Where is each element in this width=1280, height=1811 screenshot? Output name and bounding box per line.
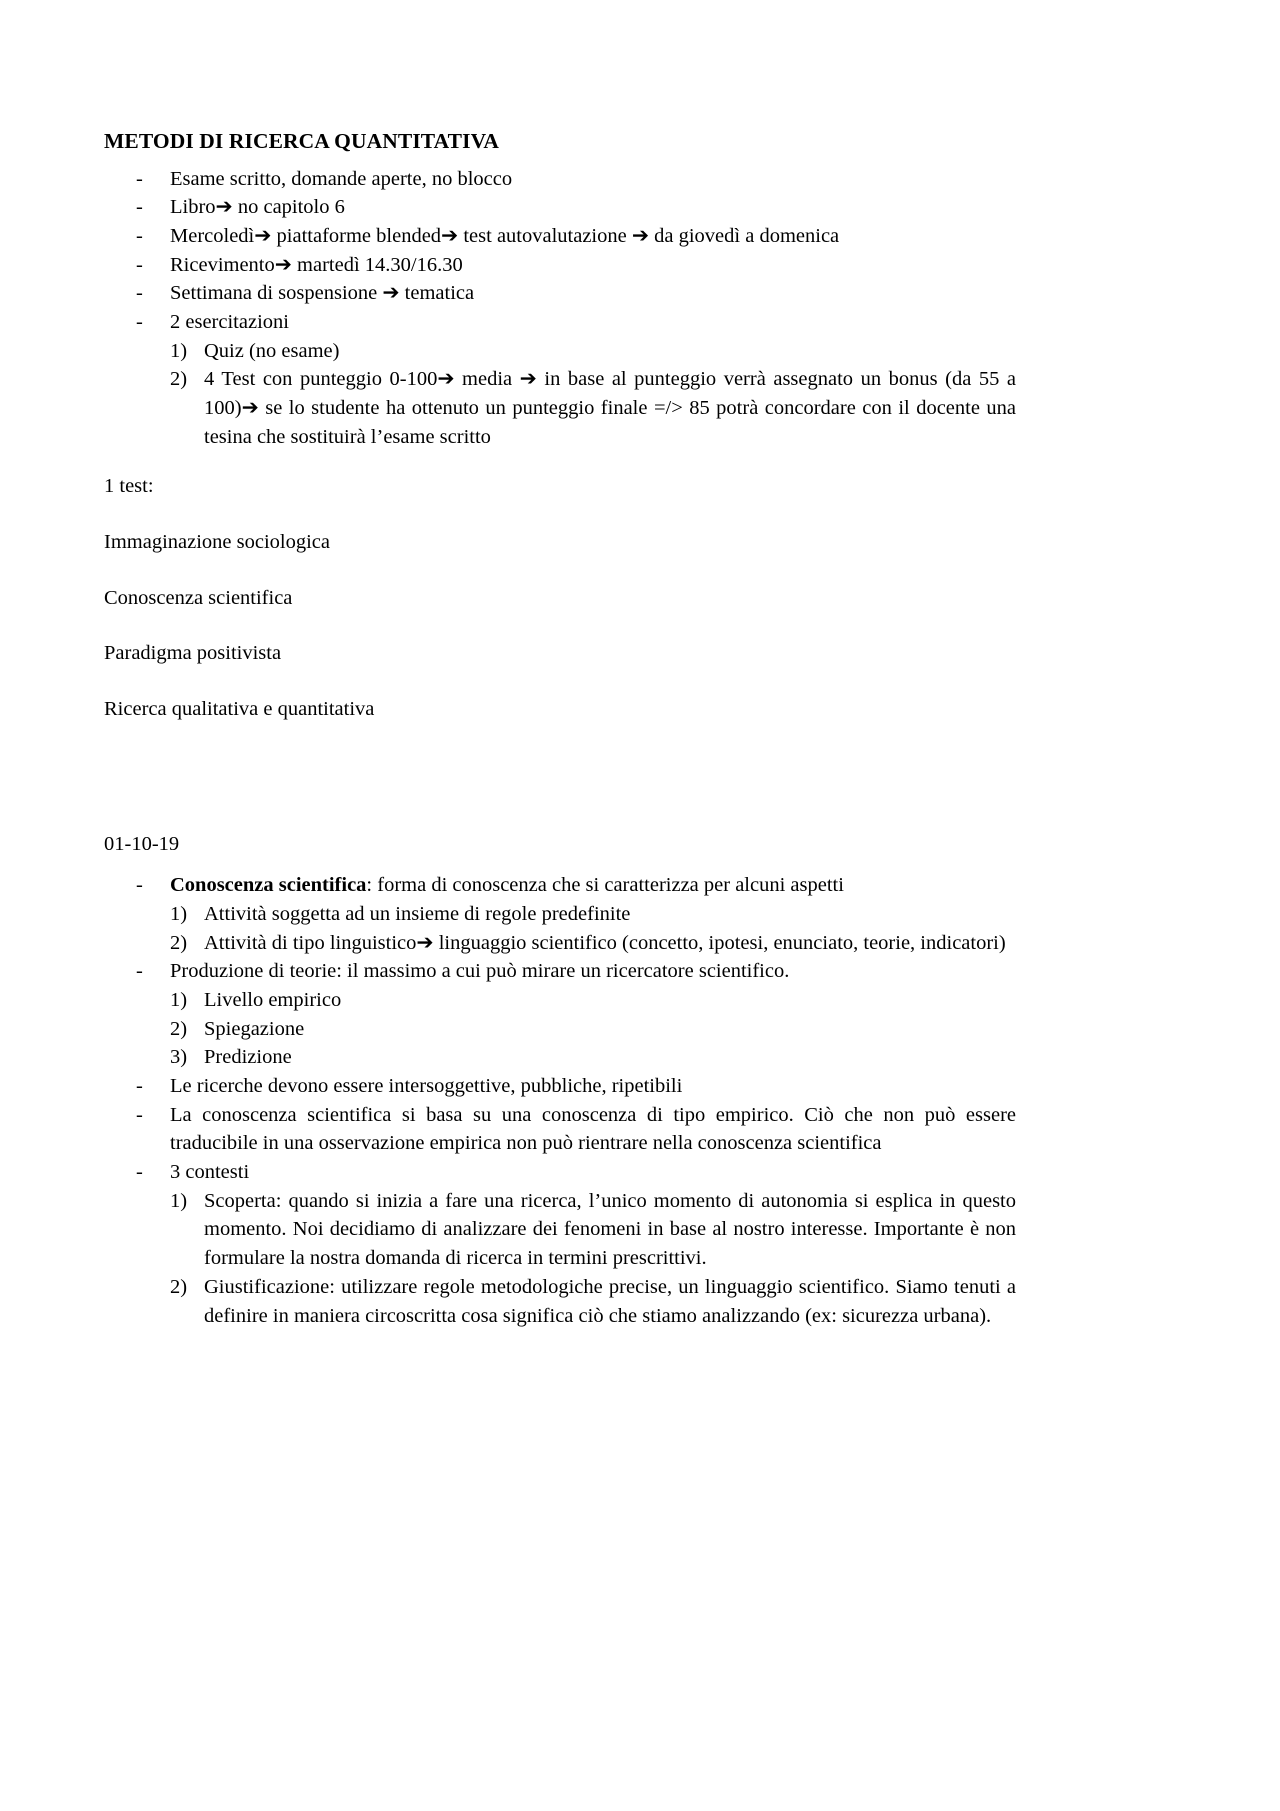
list-item-label: Spiegazione: [204, 1017, 305, 1040]
term-definition: : forma di conoscenza che si caratterizza per alcuni aspetti: [366, 874, 844, 897]
list-item-label: - Settimana di sospensione ➔ tematica: [170, 282, 475, 305]
list-item-label: - Mercoledì➔ piattaforme blended➔ test autovalutazione ➔ da giovedì a domenica: [170, 224, 840, 247]
list-item: [104, 986, 1016, 1015]
lecture-notes-list-cont: [104, 1072, 1016, 1187]
list-item-label: Scoperta: quando si inizia a fare una ricerca, l’unico momento di autonomia si esplica in questo momento. Noi decidiamo di analizzare dei fenomeni in base al nostro interesse. Importante è non formulare la nostra domanda di ricerca in termini prescrittivi.: [204, 1189, 1016, 1270]
list-marker: 1): [170, 1189, 188, 1212]
list-item-label: Giustificazione: utilizzare regole metodologiche precise, un linguaggio scientifico. Siamo tenuti a definire in maniera circoscritta cosa significa ciò che stiamo analizzando (ex: sicurezza urbana).: [204, 1275, 1016, 1327]
topic-item: Immaginazione sociologica: [104, 531, 330, 554]
list-item-label: - 3 contesti: [170, 1161, 250, 1184]
list-item-label: - Libro➔ no capitolo 6: [170, 196, 345, 219]
list-item-label: - Ricevimento➔ martedì 14.30/16.30: [170, 253, 463, 276]
list-item-label: Livello empirico: [204, 988, 342, 1011]
list-item-label: Attività di tipo linguistico➔ linguaggio scientifico (concetto, ipotesi, enunciato, teorie, indicatori): [204, 931, 1006, 954]
list-item: [104, 222, 1016, 251]
list-marker: 3): [170, 1046, 188, 1069]
list-item: [104, 957, 1016, 986]
list-item: [104, 251, 1016, 280]
page-title: METODI DI RICERCA QUANTITATIVA: [104, 129, 500, 153]
list-item: [104, 1187, 1016, 1273]
lecture-notes-list: [104, 871, 1016, 900]
topic-item: Paradigma positivista: [104, 642, 282, 665]
list-item-label: Quiz (no esame): [204, 339, 340, 362]
list-item-label: - 2 esercitazioni: [170, 310, 289, 333]
list-marker: 2): [170, 931, 188, 954]
conoscenza-sublist: [104, 900, 1016, 957]
list-item: [104, 337, 1016, 366]
list-item: [104, 193, 1016, 222]
list-item: [104, 1158, 1016, 1187]
list-item: [104, 900, 1016, 929]
list-item: [104, 308, 1016, 337]
list-item-label: - Le ricerche devono essere intersoggettive, pubbliche, ripetibili: [170, 1075, 683, 1098]
topic-item: Conoscenza scientifica: [104, 586, 293, 609]
course-info-list: [104, 165, 1016, 337]
test-topics-block: [104, 473, 1016, 722]
list-item-label: - La conoscenza scientifica si basa su una conoscenza di tipo empirico. Ciò che non può essere traducibile in una osservazione empirica non può rientrare nella conoscenza scientifica: [170, 1103, 1016, 1155]
contesti-sublist: [104, 1187, 1016, 1330]
list-item: [104, 1015, 1016, 1044]
list-marker: 1): [170, 902, 188, 925]
list-item-label: - Produzione di teorie: il massimo a cui può mirare un ricercatore scientifico.: [170, 960, 790, 983]
list-item-label: - Esame scritto, domande aperte, no blocco: [170, 167, 513, 190]
list-item-label: 4 Test con punteggio 0-100➔ media ➔ in base al punteggio verrà assegnato un bonus (da 55 a 100)➔ se lo studente ha ottenuto un punteggio finale =/> 85 potrà concordare con il docente una tesina che sostituirà l’esame scritto: [204, 368, 1016, 448]
list-item-label: [170, 871, 1016, 900]
list-item: [104, 1072, 1016, 1101]
section-spacer: [104, 723, 1016, 831]
list-marker: 1): [170, 339, 188, 362]
list-marker: 2): [170, 368, 188, 391]
term-emphasis: Conoscenza scientifica: [170, 874, 367, 897]
list-item: [104, 1043, 1016, 1072]
esercitazioni-sublist: [104, 337, 1016, 452]
list-marker: 2): [170, 1017, 188, 1040]
list-item: [104, 165, 1016, 194]
list-item: [104, 871, 1016, 900]
list-item: [104, 929, 1016, 958]
list-item: [104, 1273, 1016, 1330]
date-heading: 01-10-19: [104, 832, 180, 855]
spacer: [104, 857, 1016, 871]
produzione-teorie-sublist: [104, 986, 1016, 1072]
list-item-label: Attività soggetta ad un insieme di regole predefinite: [204, 902, 631, 925]
produzione-teorie-bullet: [104, 957, 1016, 986]
topic-item: Ricerca qualitativa e quantitativa: [104, 697, 375, 720]
document-content: [104, 128, 1016, 1330]
list-marker: 2): [170, 1275, 188, 1298]
list-marker: 1): [170, 988, 188, 1011]
test-label: 1 test:: [104, 475, 154, 498]
list-item-label: Predizione: [204, 1046, 292, 1069]
list-item: [104, 279, 1016, 308]
list-item: [104, 1101, 1016, 1158]
list-item: [104, 365, 1016, 451]
